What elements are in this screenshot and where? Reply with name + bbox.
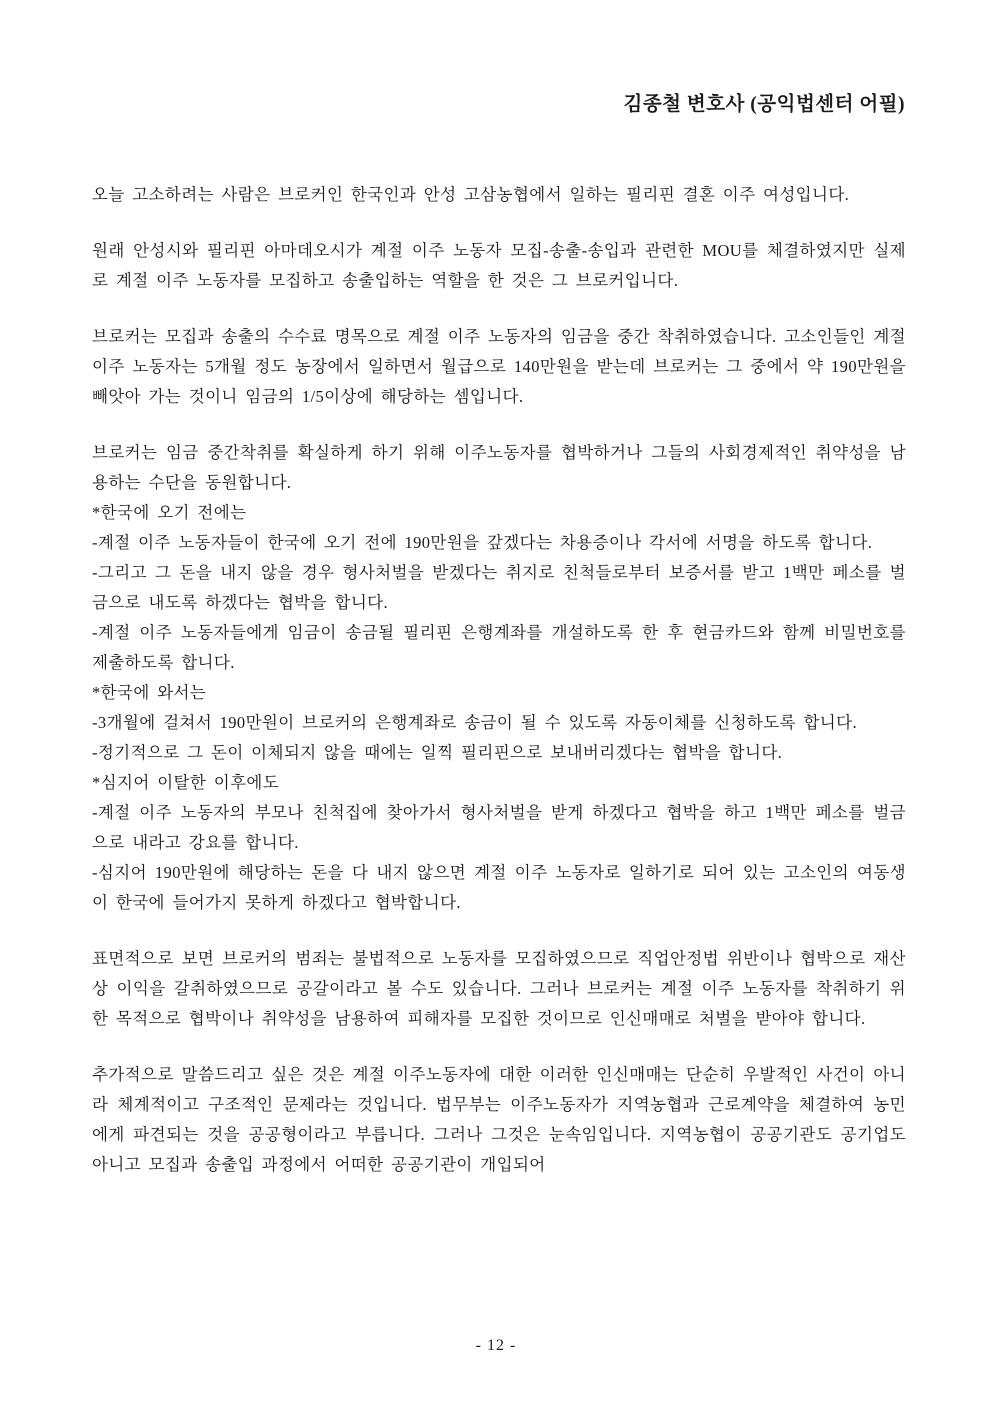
text-line: 브로커는 임금 중간착취를 확실하게 하기 위해 이주노동자를 협박하거나 그들의 사회경제적인 취약성을 남용하는 수단을 동원합니다. [92,443,906,492]
page-number: - 12 - [475,1337,517,1354]
paragraph [92,944,906,1034]
paragraph [92,322,906,412]
paragraph [92,180,906,210]
document-body [92,180,906,1180]
text-line: 오늘 고소하려는 사람은 브로커인 한국인과 안성 고삼농협에서 일하는 필리핀 결혼 이주 여성입니다. [92,185,850,204]
paragraph [92,438,906,918]
text-line: 표면적으로 보면 브로커의 범죄는 불법적으로 노동자를 모집하였으므로 직업안정법 위반이나 협박으로 재산상 이익을 갈취하였으므로 공갈이라고 볼 수도 있습니다. 그러나 브로커는 계절 이주 노동자를 착취하기 위한 목적으로 협박이나 취약성을 남용하여 피해자를 모집한 것이므로 인신매매로 처벌을 받아야 합니다. [92,949,906,1028]
text-line: -정기적으로 그 돈이 이체되지 않을 때에는 일찍 필리핀으로 보내버리겠다는 협박을 합니다. [92,743,783,762]
paragraph [92,236,906,296]
text-line: -계절 이주 노동자의 부모나 친척집에 찾아가서 형사처벌을 받게 하겠다고 협박을 하고 1백만 페소를 벌금으로 내라고 강요를 합니다. [92,803,906,852]
text-line: -계절 이주 노동자들이 한국에 오기 전에 190만원을 갚겠다는 차용증이나 각서에 서명을 하도록 합니다. [92,533,873,552]
text-line: -3개월에 걸쳐서 190만원이 브로커의 은행계좌로 송금이 될 수 있도록 자동이체를 신청하도록 합니다. [92,713,858,732]
text-line: -계절 이주 노동자들에게 임금이 송금될 필리핀 은행계좌를 개설하도록 한 후 현금카드와 함께 비밀번호를 제출하도록 합니다. [92,623,906,672]
text-line: *한국에 오기 전에는 [92,503,247,522]
text-line: 추가적으로 말씀드리고 싶은 것은 계절 이주노동자에 대한 이러한 인신매매는 단순히 우발적인 사건이 아니라 체계적이고 구조적인 문제라는 것입니다. 법무부는 이주노동자가 지역농협과 근로계약을 체결하여 농민에게 파견되는 것을 공공형이라고 부릅니다. 그러나 그것은 눈속임입니다. 지역농협이 공공기관도 공기업도 아니고 모집과 송출입 과정에서 어떠한 공공기관이 개입되어 [92,1065,906,1174]
document-author-heading: 김종철 변호사 (공익법센터 어필) [623,94,905,115]
text-line: 원래 안성시와 필리핀 아마데오시가 계절 이주 노동자 모집-송출-송입과 관련한 MOU를 체결하였지만 실제로 계절 이주 노동자를 모집하고 송출입하는 역할을 한 것은 그 브로커입니다. [92,241,906,290]
paragraph [92,1060,906,1180]
text-line: -그리고 그 돈을 내지 않을 경우 형사처벌을 받겠다는 취지로 친척들로부터 보증서를 받고 1백만 페소를 벌금으로 내도록 하겠다는 협박을 합니다. [92,563,906,612]
text-line: 브로커는 모집과 송출의 수수료 명목으로 계절 이주 노동자의 임금을 중간 착취하였습니다. 고소인들인 계절 이주 노동자는 5개월 정도 농장에서 일하면서 월급으로 140만원을 받는데 브로커는 그 중에서 약 190만원을 빼앗아 가는 것이니 임금의 1/5이상에 해당하는 셈입니다. [92,327,906,406]
text-line: *한국에 와서는 [92,683,207,702]
text-line: *심지어 이탈한 이후에도 [92,773,280,792]
text-line: -심지어 190만원에 해당하는 돈을 다 내지 않으면 계절 이주 노동자로 일하기로 되어 있는 고소인의 여동생이 한국에 들어가지 못하게 하겠다고 협박합니다. [92,863,906,912]
